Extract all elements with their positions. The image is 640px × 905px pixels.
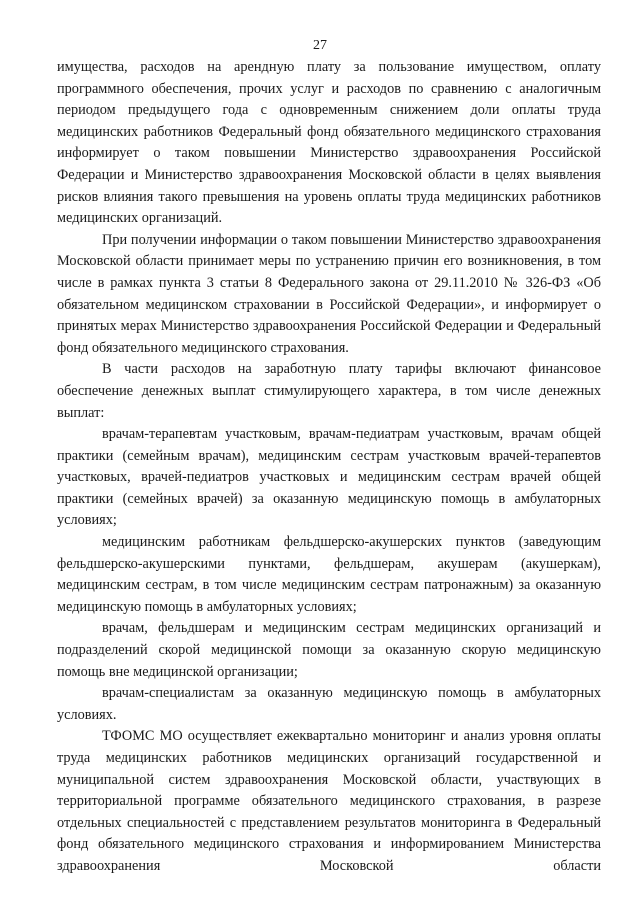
- paragraph-continuation: имущества, расходов на арендную плату за пользование имуществом, оплату программного обеспечения, прочих услуг и расходов по сравнению с аналогичным периодом предыдущего года с одновременным снижением доли оплаты труда медицинских работников Федеральный фонд обязательного медицинского страхования информирует о таком повышении Министерство здравоохранения Российской Федерации и Министерство здравоохранения Московской области в целях выявления рисков влияния такого превышения на уровень оплаты труда медицинских работников медицинских организаций.: [57, 59, 601, 227]
- page-number: 27: [313, 38, 327, 53]
- document-body: [57, 57, 601, 878]
- list-item: медицинским работникам фельдшерско-акушерских пунктов (заведующим фельдшерско-акушерскими пунктами, фельдшерам, акушерам (акушеркам), медицинским сестрам, в том числе медицинским сестрам патронажным) за оказанную медицинскую помощь в амбулаторных условиях;: [57, 534, 601, 615]
- paragraph: При получении информации о таком повышении Министерство здравоохранения Московской области принимает меры по устранению причин его возникновения, в том числе в рамках пункта 3 статьи 8 Федерального закона от 29.11.2010 № 326-ФЗ «Об обязательном медицинском страховании в Российской Федерации», и информирует о принятых мерах Министерство здравоохранения Российской Федерации и Федеральный фонд обязательного медицинского страхования.: [57, 231, 601, 356]
- paragraph: ТФОМС МО осуществляет ежеквартально мониторинг и анализ уровня оплаты труда медицинских работников медицинских организаций государственной и муниципальной систем здравоохранения Московской области, участвующих в территориальной программе обязательного медицинского страхования, в разрезе отдельных специальностей с представлением результатов мониторинга в Федеральный фонд обязательного медицинского страхования и информированием Министерства здравоохранения Московской области: [57, 728, 601, 874]
- list-item: врачам, фельдшерам и медицинским сестрам медицинских организаций и подразделений скорой медицинской помощи за оказанную скорую медицинскую помощь вне медицинской организации;: [57, 620, 601, 680]
- list-item: врачам-специалистам за оказанную медицинскую помощь в амбулаторных условиях.: [57, 685, 601, 723]
- paragraph: В части расходов на заработную плату тарифы включают финансовое обеспечение денежных выплат стимулирующего характера, в том числе денежных выплат:: [57, 361, 601, 421]
- list-item: врачам-терапевтам участковым, врачам-педиатрам участковым, врачам общей практики (семейным врачам), медицинским сестрам участковым врачей-терапевтов участковых, врачей-педиатров участковых и медицинским сестрам врачей общей практики (семейных врачей) за оказанную медицинскую помощь в амбулаторных условиях;: [57, 426, 601, 529]
